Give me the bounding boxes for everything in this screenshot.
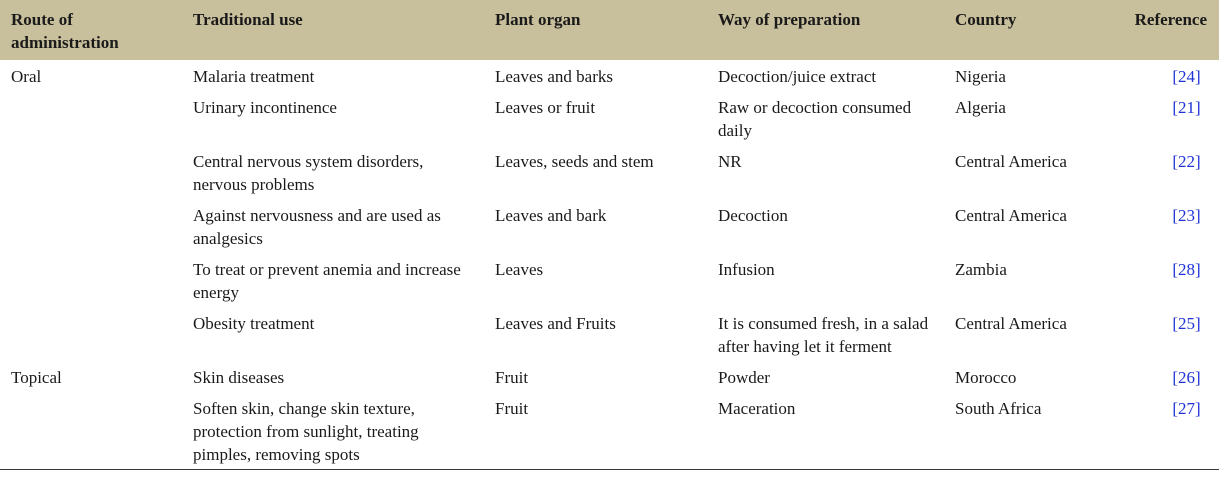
cell-traditional-use: Malaria treatment	[193, 67, 315, 86]
table-row	[0, 361, 1219, 392]
reference-link[interactable]: [28]	[1172, 260, 1201, 279]
reference-link[interactable]: [25]	[1172, 314, 1201, 333]
cell-traditional-use: Obesity treatment	[193, 314, 315, 333]
cell-traditional-use: Central nervous system disorders, nervous problems	[193, 152, 424, 194]
cell-traditional-use: Urinary incontinence	[193, 98, 337, 117]
cell-country: Central America	[955, 206, 1067, 225]
cell-reference	[1094, 91, 1219, 145]
header-reference: Reference	[1134, 10, 1207, 29]
table-row	[0, 145, 1219, 199]
cell-route: Topical	[11, 368, 62, 387]
table-row	[0, 60, 1219, 91]
header-route: Route of administration	[11, 10, 119, 52]
cell-reference	[1094, 392, 1219, 470]
reference-link[interactable]: [23]	[1172, 206, 1201, 225]
table-row	[0, 199, 1219, 253]
header-preparation: Way of preparation	[718, 10, 861, 29]
cell-route	[0, 253, 182, 307]
cell-preparation: Raw or decoction consumed daily	[718, 98, 912, 140]
table-header	[0, 0, 1219, 60]
cell-route	[0, 145, 182, 199]
cell-preparation: Powder	[718, 368, 770, 387]
header-plant-organ: Plant organ	[495, 10, 581, 29]
cell-preparation: It is consumed fresh, in a salad after having let it ferment	[718, 314, 929, 356]
cell-reference	[1094, 361, 1219, 392]
cell-route	[0, 91, 182, 145]
table-row	[0, 307, 1219, 361]
header-row	[0, 0, 1219, 60]
cell-preparation: Maceration	[707, 392, 944, 470]
cell-reference	[1094, 253, 1219, 307]
cell-traditional-use: Skin diseases	[193, 368, 285, 387]
cell-traditional-use: To treat or prevent anemia and increase energy	[193, 260, 461, 302]
cell-plant-organ: Leaves or fruit	[495, 98, 596, 117]
cell-country: Morocco	[955, 368, 1017, 387]
cell-route	[0, 392, 182, 470]
cell-country: Central America	[955, 152, 1067, 171]
cell-reference	[1094, 199, 1219, 253]
cell-preparation: Infusion	[718, 260, 775, 279]
cell-country: Nigeria	[955, 67, 1006, 86]
cell-plant-organ: Fruit	[495, 368, 529, 387]
cell-route: Oral	[11, 67, 42, 86]
reference-link[interactable]: [26]	[1172, 368, 1201, 387]
cell-plant-organ: Leaves, seeds and stem	[495, 152, 654, 171]
cell-reference	[1094, 60, 1219, 91]
cell-country: Central America	[955, 314, 1067, 333]
cell-plant-organ: Leaves and Fruits	[495, 314, 616, 333]
header-country: Country	[955, 10, 1017, 29]
cell-reference	[1094, 145, 1219, 199]
cell-plant-organ: Leaves	[495, 260, 544, 279]
cell-traditional-use: Against nervousness and are used as analgesics	[193, 206, 441, 248]
cell-country: South Africa	[944, 392, 1094, 470]
cell-country: Algeria	[955, 98, 1006, 117]
cell-route	[0, 307, 182, 361]
cell-preparation: Decoction	[718, 206, 788, 225]
cell-plant-organ: Fruit	[484, 392, 707, 470]
table-row	[0, 91, 1219, 145]
table-row	[0, 253, 1219, 307]
cell-reference	[1094, 307, 1219, 361]
cell-route	[0, 199, 182, 253]
cell-country: Zambia	[955, 260, 1007, 279]
reference-link[interactable]: [21]	[1172, 98, 1201, 117]
cell-preparation: NR	[718, 152, 742, 171]
header-traditional-use: Traditional use	[193, 10, 303, 29]
reference-link[interactable]: [27]	[1172, 399, 1201, 418]
cell-traditional-use: Soften skin, change skin texture, protection from sunlight, treating pimples, removing spots	[182, 392, 484, 470]
reference-link[interactable]: [24]	[1172, 67, 1201, 86]
table-body	[0, 60, 1219, 470]
cell-preparation: Decoction/juice extract	[718, 67, 877, 86]
cell-plant-organ: Leaves and barks	[495, 67, 614, 86]
reference-link[interactable]: [22]	[1172, 152, 1201, 171]
table-row	[0, 392, 1219, 470]
cell-plant-organ: Leaves and bark	[495, 206, 607, 225]
